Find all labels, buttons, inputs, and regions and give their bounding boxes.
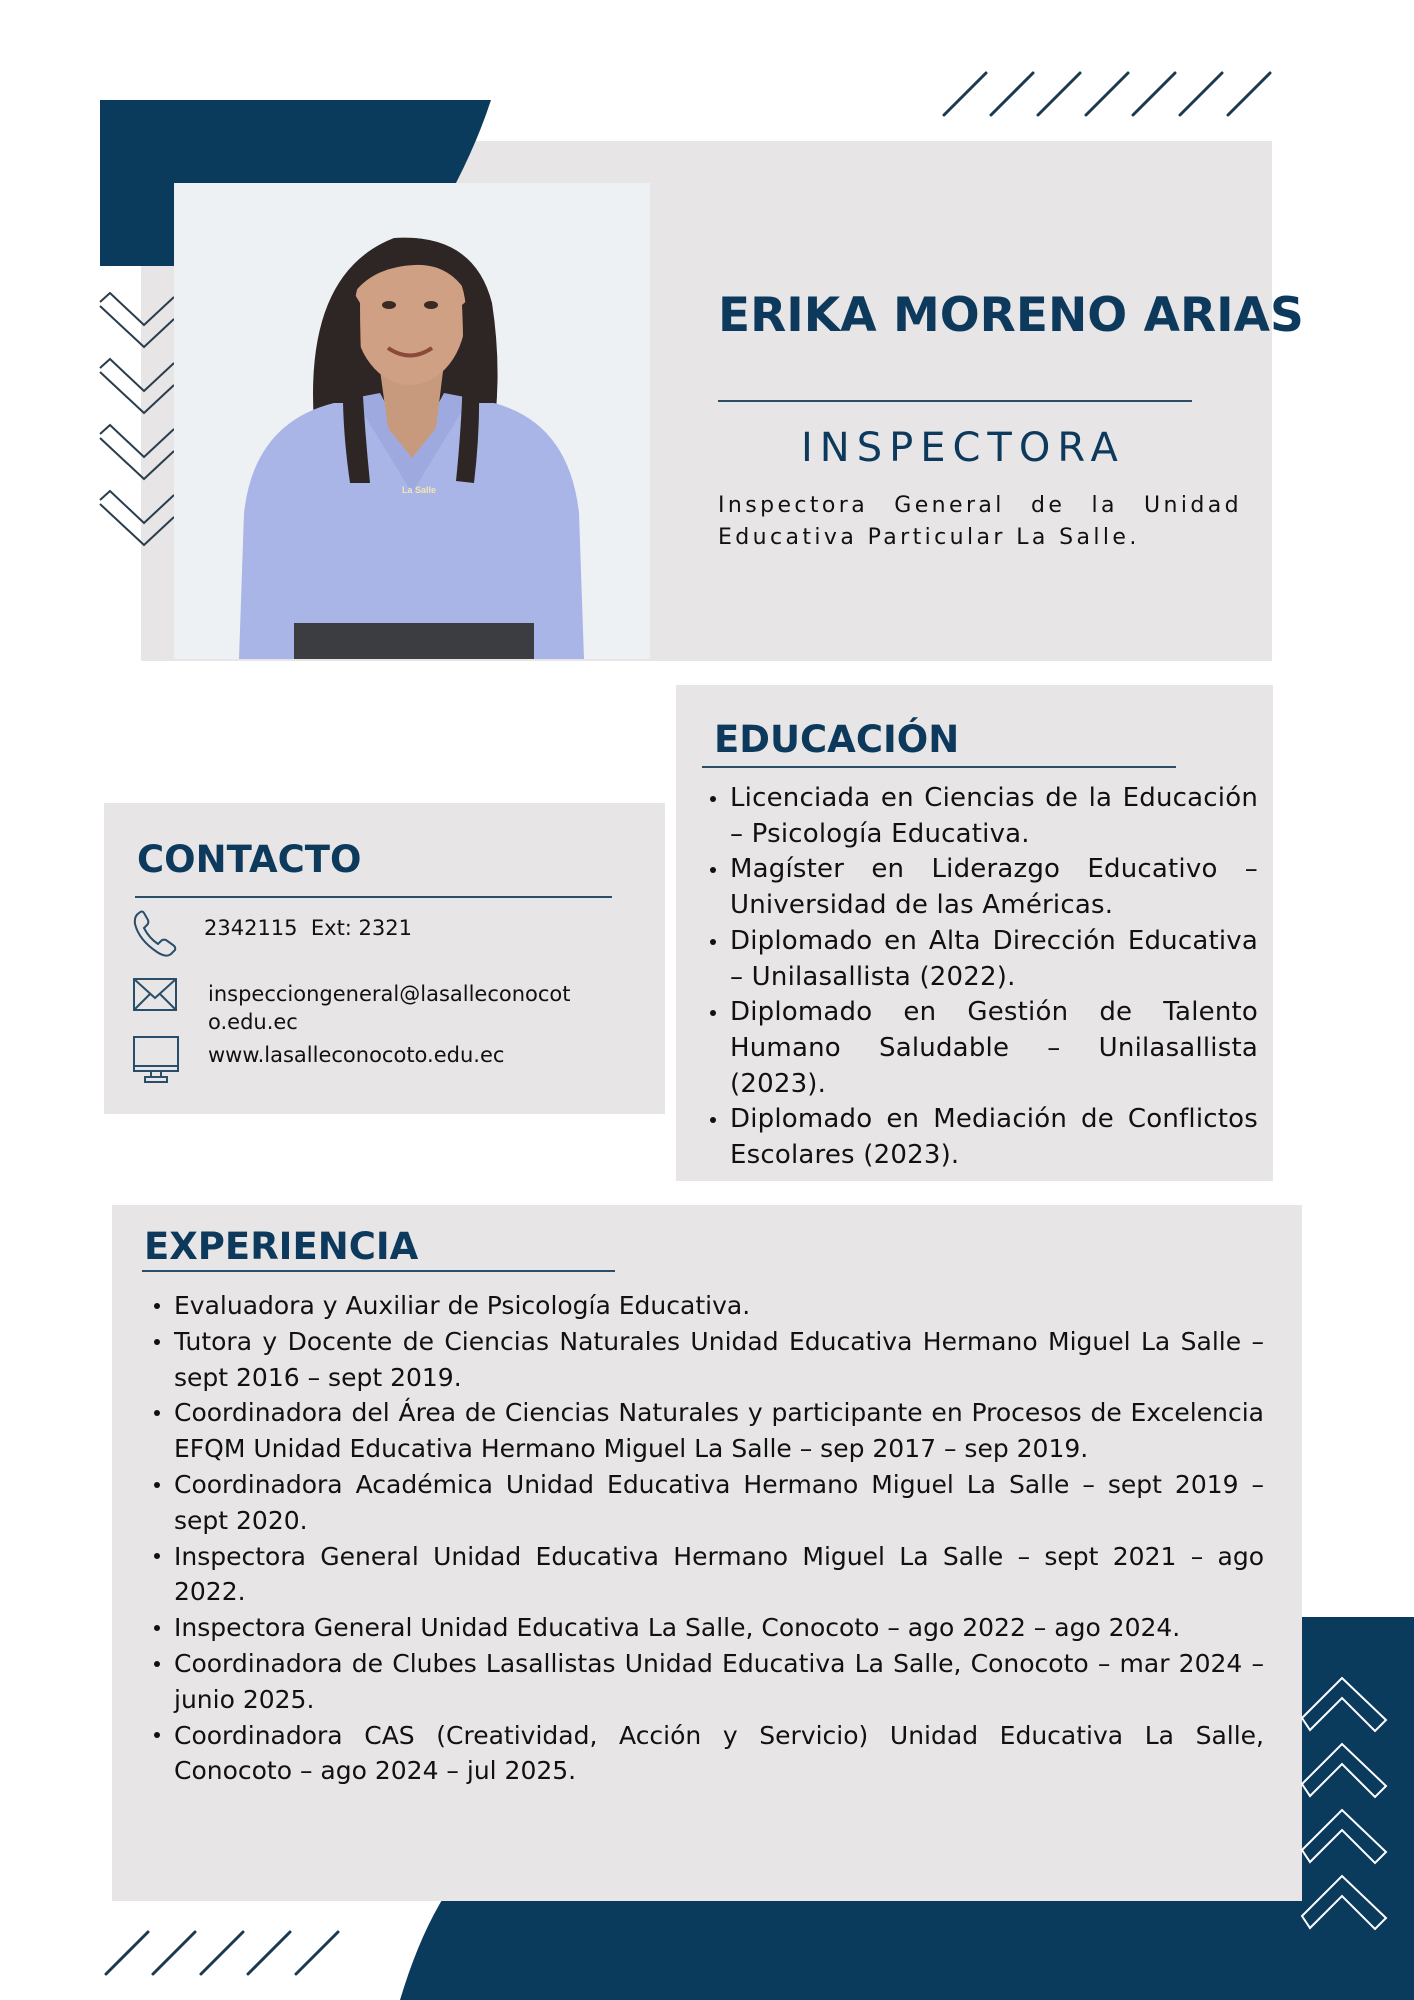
slash-line [201, 1932, 243, 1974]
experience-item: Inspectora General Unidad Educativa Hermano Miguel La Salle – sept 2021 – ago 2022. [174, 1539, 1264, 1611]
email-link[interactable] [208, 980, 571, 1036]
slash-line [944, 73, 986, 115]
chevron-up-icon [1302, 1810, 1386, 1863]
contact-divider [135, 896, 612, 898]
contact-title: CONTACTO [137, 838, 362, 881]
name-divider [718, 400, 1192, 402]
education-item: Diplomado en Gestión de Talento Humano Saludable – Unilasallista (2023). [730, 995, 1258, 1102]
experience-list [152, 1288, 1264, 1789]
profile-photo [174, 183, 650, 659]
education-item: Diplomado en Mediación de Conflictos Escolares (2023). [730, 1102, 1258, 1173]
education-divider [702, 766, 1176, 768]
chevron-down-icon [100, 491, 174, 545]
shirt-logo: La Salle [402, 485, 437, 495]
slash-line [106, 1932, 148, 1974]
slash-line [153, 1932, 195, 1974]
chevron-up-pattern [1300, 1676, 1392, 1936]
education-item: Licenciada en Ciencias de la Educación – Psicología Educativa. [730, 781, 1258, 852]
slash-pattern-top [930, 66, 1275, 122]
slash-line [1038, 73, 1080, 115]
education-title: EDUCACIÓN [714, 718, 960, 761]
education-list [708, 781, 1258, 1174]
slash-line [296, 1932, 338, 1974]
chevron-down-icon [100, 359, 174, 413]
slash-line [1133, 73, 1175, 115]
chevron-down-pattern [98, 292, 174, 552]
navy-bottom-shape [390, 1900, 1414, 2000]
job-title: INSPECTORA [801, 425, 1125, 471]
experience-item: Tutora y Docente de Ciencias Naturales Unidad Educativa Hermano Miguel La Salle – sept 2016 – sept 2019. [174, 1324, 1264, 1396]
slash-line [1228, 73, 1270, 115]
phone-number: 2342115 Ext: 2321 [204, 916, 413, 940]
experience-divider [142, 1270, 615, 1272]
experience-item: Inspectora General Unidad Educativa La Salle, Conocoto – ago 2022 – ago 2024. [174, 1610, 1264, 1646]
slash-line [991, 73, 1033, 115]
experience-item: Coordinadora CAS (Creatividad, Acción y Servicio) Unidad Educativa La Salle, Conocoto – ago 2024 – jul 2025. [174, 1718, 1264, 1790]
slash-line [1086, 73, 1128, 115]
email-line-1: inspecciongeneral@lasalleconocot [208, 982, 571, 1006]
slash-pattern-bottom [100, 1922, 350, 1982]
website-link[interactable]: www.lasalleconocoto.edu.ec [208, 1043, 505, 1067]
slash-line [248, 1932, 290, 1974]
mail-icon [133, 978, 177, 1012]
chevron-down-icon [100, 293, 174, 347]
portrait-illustration [174, 183, 650, 659]
slash-line [1180, 73, 1222, 115]
chevron-up-icon [1302, 1876, 1386, 1929]
email-line-2: o.edu.ec [208, 1010, 298, 1034]
experience-item: Coordinadora de Clubes Lasallistas Unidad Educativa La Salle, Conocoto – mar 2024 – junio 2025. [174, 1646, 1264, 1718]
chevron-up-icon [1302, 1678, 1386, 1731]
education-item: Diplomado en Alta Dirección Educativa – Unilasallista (2022). [730, 924, 1258, 995]
experience-title: EXPERIENCIA [144, 1225, 419, 1268]
person-name: ERIKA MORENO ARIAS [718, 288, 1304, 343]
chevron-up-icon [1302, 1744, 1386, 1797]
experience-item: Coordinadora Académica Unidad Educativa Hermano Miguel La Salle – sept 2019 – sept 2020. [174, 1467, 1264, 1539]
chevron-down-icon [100, 425, 174, 479]
experience-item: Evaluadora y Auxiliar de Psicología Educativa. [174, 1288, 1264, 1324]
experience-item: Coordinadora del Área de Ciencias Naturales y participante en Procesos de Excelencia EFQM Unidad Educativa Hermano Miguel La Salle – sep 2017 – sep 2019. [174, 1395, 1264, 1467]
monitor-icon [133, 1036, 179, 1084]
job-summary: Inspectora General de la Unidad Educativa Particular La Salle. [718, 493, 1242, 550]
phone-icon [133, 910, 177, 958]
education-item: Magíster en Liderazgo Educativo – Universidad de las Américas. [730, 852, 1258, 923]
